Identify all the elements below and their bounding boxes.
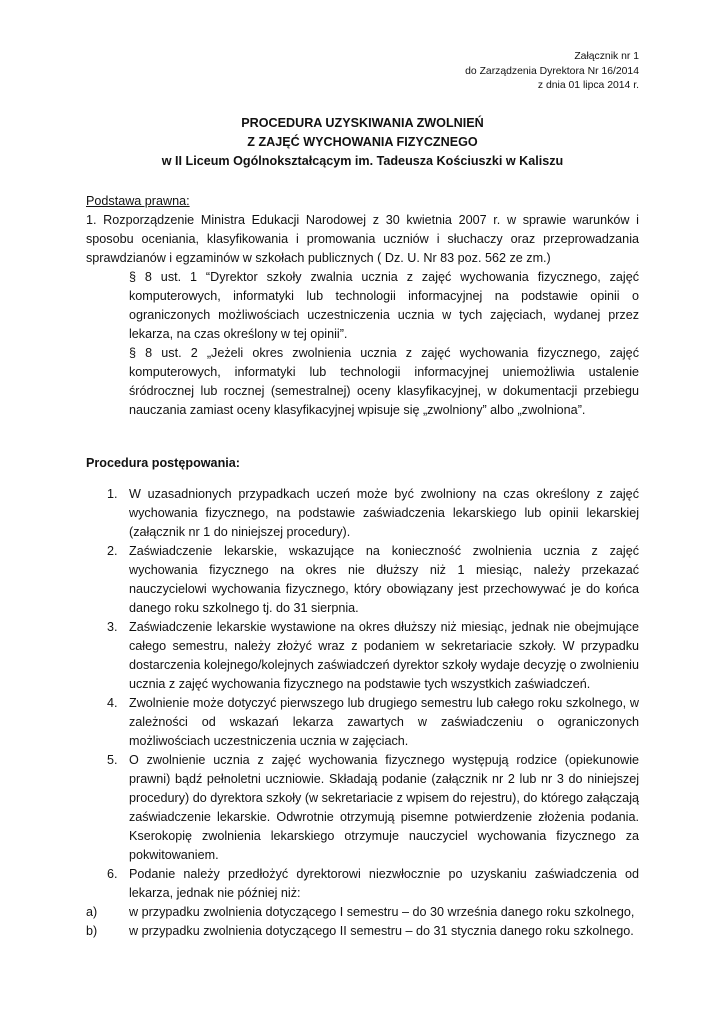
step-text: O zwolnienie ucznia z zajęć wychowania fizycznego występują rodzice (opiekunowie prawni) bądź pełnoletni uczniowie. Składają podanie (załącznik nr 2 lub nr 3 do niniejszej procedury) do dyrektora szkoły (w sekretariacie z wpisem do rejestru), do którego załączają zaświadczenie lekarskie. Odwrotnie otrzymują pisemne potwierdzenie złożenia podania. Kserokopię zwolnienia lekarskiego otrzymuje nauczyciel wychowania fizycznego za pokwitowaniem.: [129, 752, 639, 862]
step-number: 2.: [107, 543, 118, 558]
step-number: 1.: [107, 486, 118, 501]
procedure-step: [86, 865, 639, 903]
title-line2: Z ZAJĘĆ WYCHOWANIA FIZYCZNEGO: [247, 134, 478, 149]
subitem-label: b): [86, 923, 98, 938]
legal-basis-item1: 1. Rozporządzenie Ministra Edukacji Narodowej z 30 kwietnia 2007 r. w sprawie warunków i sposobu oceniania, klasyfikowania i promowania uczniów i słuchaczy oraz przeprowadzania sprawdzianów i egzaminów w szkołach publicznych ( Dz. U. Nr 83 poz. 562 ze zm.): [86, 212, 639, 265]
attachment-note-line1: Załącznik nr 1: [574, 51, 639, 62]
title-line3: w II Liceum Ogólnokształcącym im. Tadeusza Kościuszki w Kaliszu: [161, 153, 564, 168]
legal-basis-paragraph1: § 8 ust. 1 “Dyrektor szkoły zwalnia ucznia z zajęć wychowania fizycznego, zajęć komputerowych, informatyki lub technologii informacyjnej na podstawie opinii o ograniczonych możliwościach uczestniczenia ucznia w tych zajęciach, wydanej przez lekarza, na czas określony w tej opinii”.: [129, 269, 639, 341]
procedure-step: [86, 485, 639, 542]
attachment-note-line2: do Zarządzenia Dyrektora Nr 16/2014: [465, 65, 639, 77]
step-text: Podanie należy przedłożyć dyrektorowi niezwłocznie po uzyskaniu zaświadczenia od lekarza, jednak nie później niż:: [129, 866, 639, 900]
step-text: Zaświadczenie lekarskie, wskazujące na konieczność zwolnienia ucznia z zajęć wychowania fizycznego na okres nie dłuższy niż 1 miesiąc, należy przekazać nauczycielowi wychowania fizycznego, który obowiązany jest przechowywać je do końca danego roku szkolnego tj. do 31 sierpnia.: [129, 543, 639, 615]
procedure-step: [86, 751, 639, 865]
procedure-step: [86, 618, 639, 694]
subitem-text: w przypadku zwolnienia dotyczącego I semestru – do 30 września danego roku szkolnego,: [129, 904, 635, 919]
step-number: 5.: [107, 752, 118, 767]
legal-basis-paragraph2: § 8 ust. 2 „Jeżeli okres zwolnienia ucznia z zajęć wychowania fizycznego, zajęć komputerowych, informatyki lub technologii informacyjnej uniemożliwia ustalenie śródrocznej lub rocznej (semestralnej) oceny klasyfikacyjnej, w dokumentacji przebiegu nauczania zamiast oceny klasyfikacyjnej wpisuje się „zwolniony” albo „zwolniona”.: [129, 345, 639, 417]
procedure-subitem-b: [86, 922, 639, 941]
procedure-step: [86, 694, 639, 751]
attachment-note: [86, 50, 639, 94]
step-text: Zwolnienie może dotyczyć pierwszego lub drugiego semestru lub całego roku szkolnego, w zależności od wskazań lekarza zawartych w zaświadczeniu o ograniczonych możliwościach uczestniczenia ucznia w zajęciach.: [129, 695, 639, 748]
step-number: 3.: [107, 619, 118, 634]
step-text: W uzasadnionych przypadkach uczeń może być zwolniony na czas określony z zajęć wychowania fizycznego, na podstawie zaświadczenia lekarskiego lub opinii lekarskiej (załącznik nr 1 do niniejszej procedury).: [129, 486, 639, 539]
procedure-step: [86, 542, 639, 618]
document-title: [86, 114, 639, 171]
procedure-subitem-a: [86, 903, 639, 922]
subitem-label: a): [86, 904, 98, 919]
subitem-text: w przypadku zwolnienia dotyczącego II semestru – do 31 stycznia danego roku szkolnego.: [129, 923, 634, 938]
step-number: 4.: [107, 695, 118, 710]
attachment-note-line3: z dnia 01 lipca 2014 r.: [537, 80, 639, 91]
step-text: Zaświadczenie lekarskie wystawione na okres dłuższy niż miesiąc, jednak nie obejmujące całego semestru, należy złożyć wraz z podaniem w sekretariacie szkoły. W przypadku dostarczenia kolejnego/kolejnych zaświadczeń dyrektor szkoły wydaje decyzję o zwolnieniu ucznia z zajęć wychowania fizycznego na podstawie tych wszystkich zaświadczeń.: [129, 619, 639, 691]
procedure-steps: [86, 485, 639, 903]
step-number: 6.: [107, 866, 118, 881]
title-line1: PROCEDURA UZYSKIWANIA ZWOLNIEŃ: [241, 115, 484, 130]
legal-basis-label: Podstawa prawna:: [86, 193, 190, 208]
procedure-heading: Procedura postępowania:: [86, 455, 240, 470]
